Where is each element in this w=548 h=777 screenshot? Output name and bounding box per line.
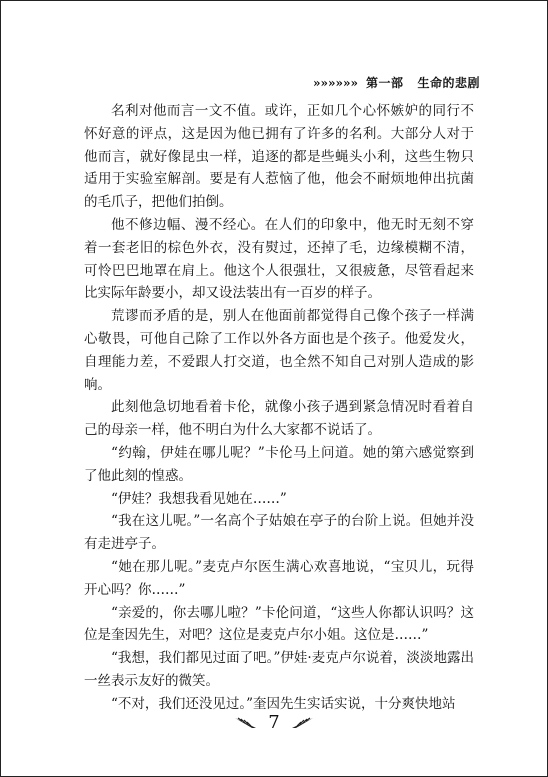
header-part: 第一部 (365, 76, 404, 90)
paragraph: 此刻他急切地看着卡伦，就像小孩子遇到紧急情况时看着自己的母亲一样，他不明白为什么大家都不说话了。 (84, 399, 474, 439)
header-title: 生命的悲剧 (417, 76, 480, 90)
page-number: 7 (268, 712, 280, 733)
paragraph: “我在这儿呢。”一名高个子姑娘在亭子的台阶上说。但她并没有走进亭子。 (84, 513, 474, 553)
running-header (313, 74, 480, 91)
paragraph: “不对，我们还没见过。”奎因先生实话实说，十分爽快地站 (111, 695, 456, 712)
quill-left-icon (234, 716, 258, 730)
paragraph: “我想，我们都见过面了吧。”伊娃·麦克卢尔说着，淡淡地露出一丝表示友好的微笑。 (84, 650, 474, 689)
paragraph: 他不修边幅、漫不经心。在人们的印象中，他无时无刻不穿着一套老旧的棕色外衣，没有熨过，还掉了毛，边缘模糊不清，可怜巴巴地罩在肩上。他这个人很强壮，又很疲惫，尽管看起来比实际年龄要小，却又设法装出有一百岁的样子。 (84, 216, 474, 302)
paragraph: 名利对他而言一文不值。或许，正如几个心怀嫉妒的同行不怀好意的评点，这是因为他已拥有了许多的名利。大部分人对于他而言，就好像昆虫一样，追逐的都是些蝇头小利，这些生物只适用于实验室解剖。要是有人惹恼了他，他会不耐烦地伸出抗菌的毛爪子，把他们拍倒。 (84, 103, 474, 211)
body-text (84, 100, 474, 716)
page-footer (0, 712, 548, 733)
paragraph: “伊娃？我想我看见她在……” (111, 490, 287, 507)
header-arrows: »»»»»» (312, 76, 358, 90)
quill-right-icon (290, 716, 314, 730)
paragraph: “约翰，伊娃在哪儿呢？”卡伦马上问道。她的第六感觉察到了他此刻的惶惑。 (84, 444, 474, 484)
paragraph: “她在那儿呢。”麦克卢尔医生满心欢喜地说，“宝贝儿，玩得开心吗？你……” (84, 558, 474, 598)
paragraph: 荒谬而矛盾的是，别人在他面前都觉得自己像个孩子一样满心敬畏，可他自己除了工作以外各方面也是个孩子。他爱发火，自理能力差，不爱跟人打交道，也全然不知自己对别人造成的影响。 (84, 308, 474, 393)
paragraph: “亲爱的，你去哪儿啦？”卡伦问道，“这些人你都认识吗？这位是奎因先生，对吧？这位是麦克卢尔小姐。这位是……” (84, 604, 474, 644)
